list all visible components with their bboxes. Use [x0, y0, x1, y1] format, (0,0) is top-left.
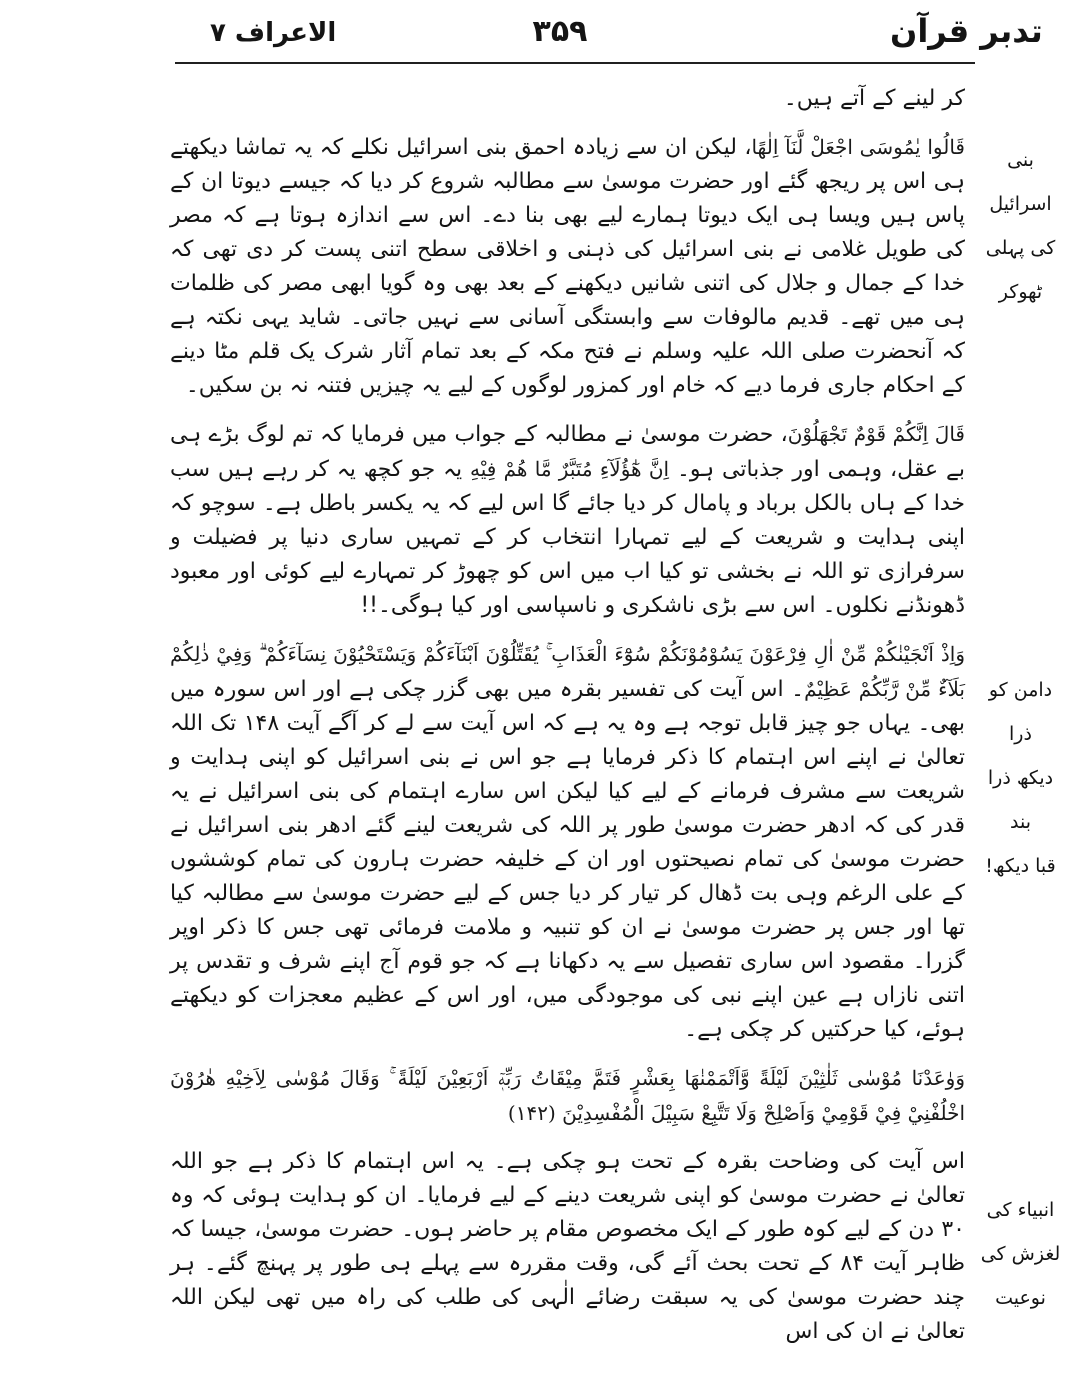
sidenote-1: [978, 138, 1063, 314]
sidenote-line: کی پہلی: [985, 237, 1056, 259]
sidenote-3: [978, 1188, 1063, 1320]
quran-quote: قَالُوا يٰمُوسَى اجْعَلْ لَّنَآ اِلٰهًا: [751, 135, 965, 159]
sidenote-line: انبیاء کی: [986, 1199, 1055, 1221]
sidenote-line: نوعیت: [995, 1287, 1046, 1309]
page-number: ۳۵۹: [532, 14, 588, 49]
commentary-text: ، لیکن ان سے زیادہ احمق بنی اسرائیل نکلے کہ یہ تماشا دیکھتے ہی اس پر ریجھ گئے اور حضرت موسیٰ سے مطالبہ شروع کر دیا کہ جیسے دیوتا ان کے پاس ہیں ویسا ہی ایک دیوتا ہمارے لیے بھی بنا دے۔ اس سے اندازہ ہوتا ہے کہ مصر کی طویل غلامی نے بنی اسرائیل کی ذہنی و اخلاقی سطح اتنی پست کر دی تھی کہ خدا کے جمال و جلال کی اتنی شانیں دیکھنے کے بعد بھی وہ گویا ابھی مصر کی ظلمات ہی میں تھے۔ قدیم مالوفات سے وابستگی آسانی سے نہیں جاتی۔ شاید یہی نکتہ ہے کہ آنحضرت صلی اللہ علیہ وسلم نے فتح مکہ کے بعد تمام آثار شرک یک قلم مٹا دینے کے احکام جاری فرما دیے کہ خام اور کمزور لوگوں کے لیے یہ چیزیں فتنہ نہ بن سکیں۔: [170, 135, 965, 398]
running-head-book-title: تدبر قرآن: [890, 12, 1043, 50]
commentary-text: کر لینے کے آتے ہیں۔: [783, 86, 965, 111]
sidenote-line: ٹھوکر: [998, 281, 1043, 303]
sidenote-2: [978, 668, 1063, 888]
sidenote-line: قبا دیکھ!: [985, 855, 1056, 877]
page-header: [0, 10, 1071, 60]
quran-quote: وَاِذْ اَنْجَيْنٰكُمْ مِّنْ اٰلِ فِرْعَوْنَ يَسُوْمُوْنَكُمْ سُوْٓءَ الْعَذَابِ ۚ يُقَتِّلُوْنَ اَبْنَآءَكُمْ وَيَسْتَحْيُوْنَ نِسَآءَكُمْ ۗ وَفِيْ ذٰلِكُمْ بَلَآءٌ مِّنْ رَّبِّكُمْ عَظِيْمٌ: [170, 642, 965, 701]
sidenote-line: لغزش کی: [980, 1243, 1061, 1265]
quran-quote: قَالَ اِنَّكُمْ قَوْمٌ تَجْهَلُوْنَ: [787, 422, 965, 446]
commentary-text: یہ جو کچھ یہ کر رہے ہیں سب خدا کے ہاں بالکل برباد و پامال کر دیا جائے گا اس لیے کہ یہ یکسر باطل ہے۔ سوچو کہ اپنی ہدایت و شریعت کے لیے تمہارا انتخاب کر کے تمہیں ساری دنیا پر فضیلت و سرفرازی تو اللہ نے بخشی تو کیا اب میں اس کو چھوڑ کر تمہارے لیے کوئی اور معبود ڈھونڈنے نکلوں۔ اس سے بڑی ناشکری و ناسپاسی اور کیا ہوگی۔!!: [170, 457, 965, 618]
header-divider: [175, 62, 975, 64]
paragraph: [170, 82, 965, 116]
paragraph: [170, 1061, 965, 1131]
commentary-text: ۔ اس آیت کی تفسیر بقرہ میں بھی گزر چکی ہے اور اس سورہ میں بھی۔ یہاں جو چیز قابل توجہ ہے وہ یہ ہے کہ اس آیت سے لے کر آگے آیت ۱۴۸ تک اللہ تعالیٰ نے اپنے اس اہتمام کا ذکر فرمایا ہے جو اس نے بنی اسرائیل کو اپنی ہدایت و شریعت سے مشرف فرمانے کے لیے کیا لیکن اس سارے اہتمام کی بنی اسرائیل نے یہ قدر کی کہ ادھر حضرت موسیٰ طور پر اللہ کی شریعت لینے گئے ادھر بنی اسرائیل نے حضرت موسیٰ کی تمام نصیحتوں اور ان کے خلیفہ حضرت ہارون کی تمام کوششوں کے علی الرغم وہی بت ڈھال کر تیار کر دیا جس کے لیے حضرت موسیٰ سے مطالبہ کیا تھا اور جس پر حضرت موسیٰ نے ان کو تنبیہ و ملامت فرمائی تھی جس کا ذکر اوپر گزرا۔ مقصود اس ساری تفصیل سے یہ دکھانا ہے کہ جو قوم آج اپنے شرف و تقدس پر اتنی نازاں ہے عین اپنے نبی کی موجودگی میں، اور اس کے عظیم معجزات کو دیکھتے ہوئے، کیا حرکتیں کر چکی ہے۔: [170, 677, 965, 1042]
sidenote-line: دیکھ ذرا بند: [987, 767, 1054, 833]
paragraph: [170, 637, 965, 1047]
paragraph: [170, 417, 965, 623]
quran-quote: وَوٰعَدْنَا مُوْسٰى ثَلٰثِيْنَ لَيْلَةً وَّاَتْمَمْنٰهَا بِعَشْرٍ فَتَمَّ مِيْقَاتُ رَبِّهٖٓ اَرْبَعِيْنَ لَيْلَةً ۚ وَقَالَ مُوْسٰى لِاَخِيْهِ هٰرُوْنَ اخْلُفْنِيْ فِيْ قَوْمِيْ وَاَصْلِحْ وَلَا تَتَّبِعْ سَبِيْلَ الْمُفْسِدِيْنَ (۱۴۲): [170, 1066, 965, 1125]
quran-quote: اِنَّ هٰٓؤُلَآءِ مُتَبَّرٌ مَّا هُمْ فِيْهِ: [470, 457, 670, 481]
paragraph: [170, 130, 965, 403]
commentary-text: اس آیت کی وضاحت بقرہ کے تحت ہو چکی ہے۔ یہ اس اہتمام کا ذکر ہے جو اللہ تعالیٰ نے حضرت موسیٰ کو اپنی شریعت دینے کے لیے فرمایا۔ ان کو ہدایت ہوئی کہ وہ ۳۰ دن کے لیے کوہ طور کے ایک مخصوص مقام پر حاضر ہوں۔ حضرت موسیٰ، جیسا کہ ظاہر آیت ۸۴ کے تحت بحث آئے گی، وقت مقررہ سے پہلے ہی طور پر پہنچ گئے۔ ہر چند حضرت موسیٰ کی یہ سبقت رضائے الٰہی کی طلب کی راہ میں تھی لیکن اللہ تعالیٰ نے ان کی اس: [170, 1149, 965, 1344]
sidenote-line: دامن کو ذرا: [988, 679, 1053, 745]
main-text-column: [170, 82, 965, 1363]
paragraph: [170, 1145, 965, 1349]
running-head-surah: الاعراف ۷: [210, 18, 337, 48]
commentary-text: ، حضرت موسیٰ نے مطالبہ کے جواب میں فرمایا کہ تم لوگ بڑے ہی بے عقل، وہمی اور جذباتی ہو۔: [170, 422, 965, 482]
sidenote-line: بنی اسرائیل: [989, 149, 1052, 215]
